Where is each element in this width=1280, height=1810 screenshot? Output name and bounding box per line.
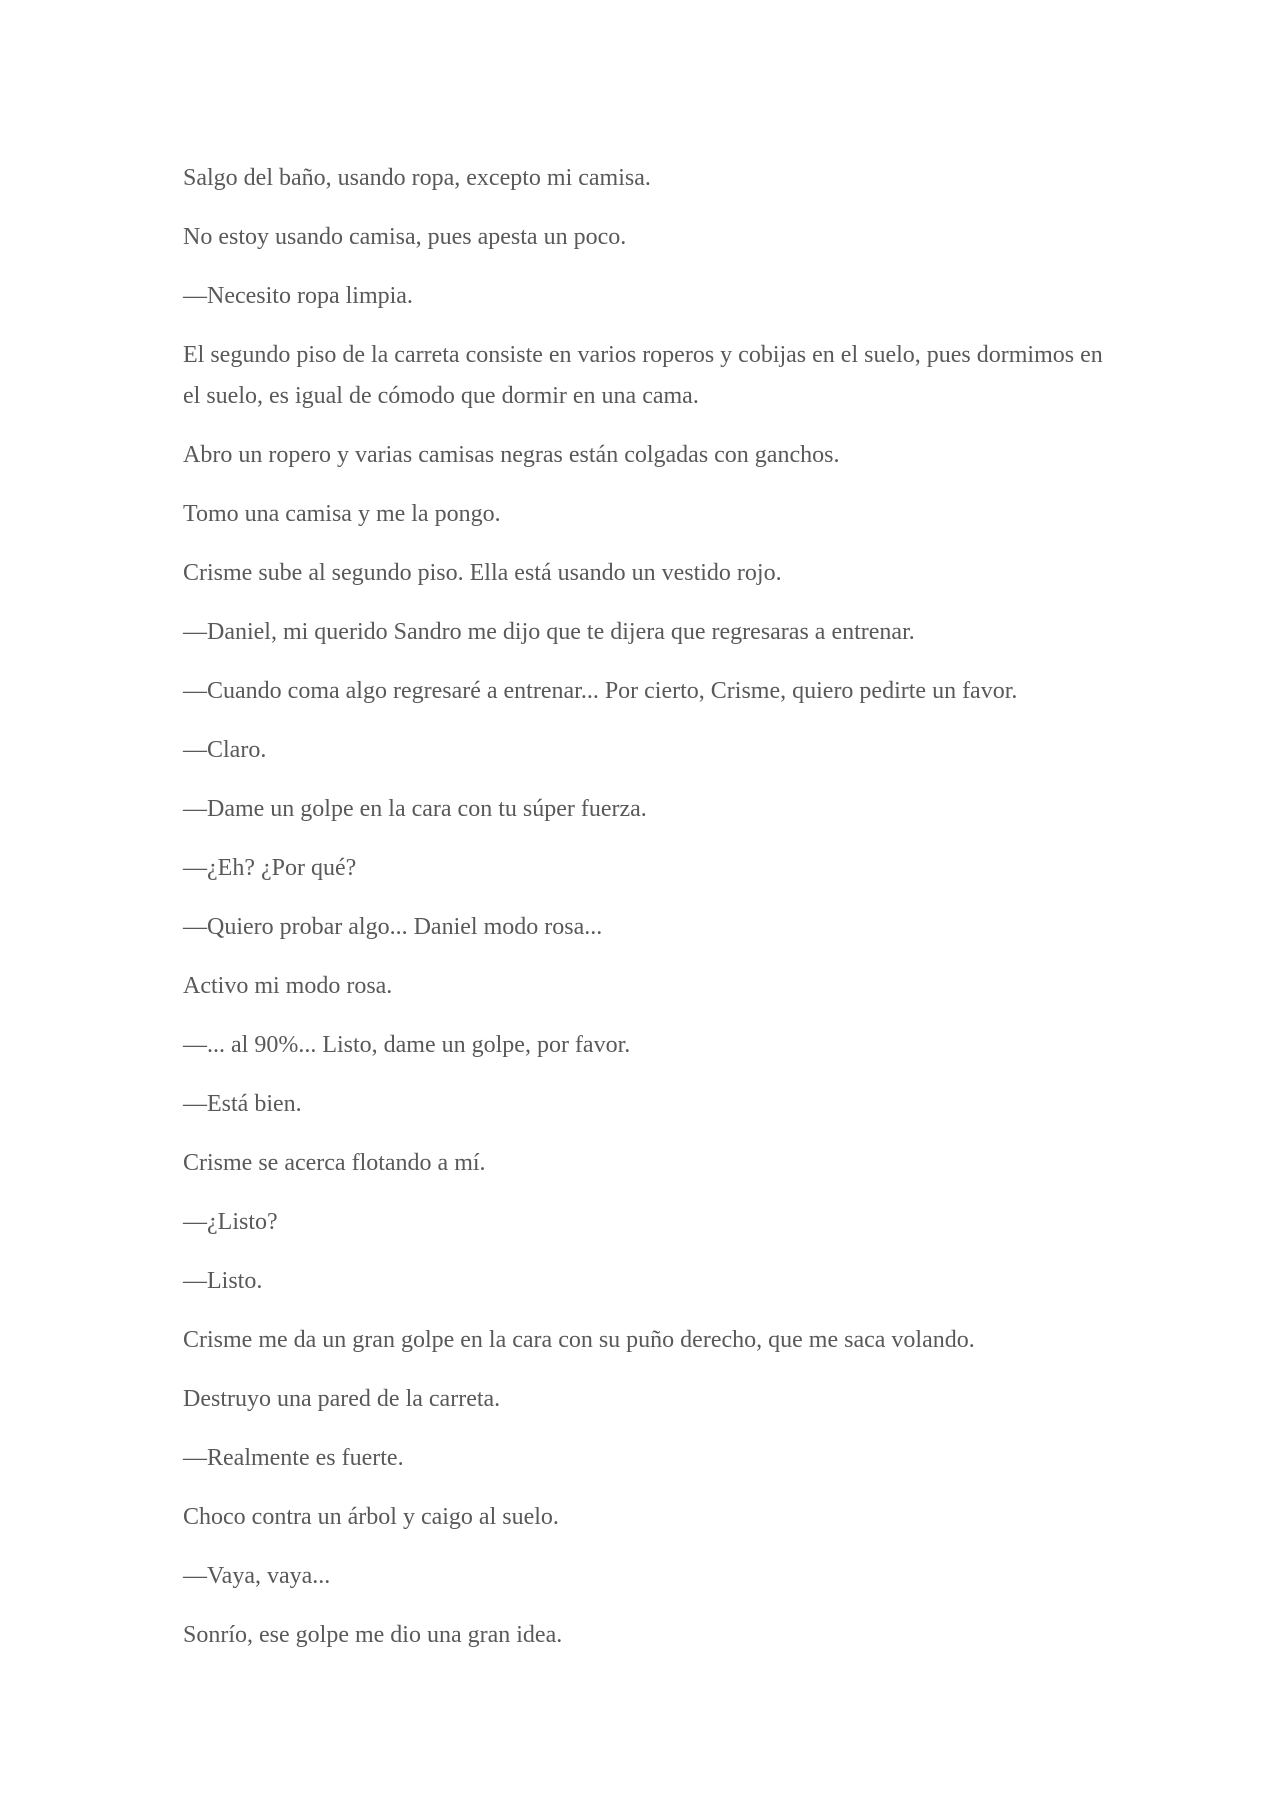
paragraph: —Listo. xyxy=(183,1268,263,1294)
paragraph: El segundo piso de la carreta consiste en varios roperos y cobijas en el suelo, pues dormimos en el suelo, es igual de cómodo que dormir en una cama. xyxy=(183,342,1103,409)
paragraph: —Cuando coma algo regresaré a entrenar... Por cierto, Crisme, quiero pedirte un favor. xyxy=(183,678,1018,704)
document-body xyxy=(183,158,1103,1674)
paragraph: —... al 90%... Listo, dame un golpe, por favor. xyxy=(183,1032,631,1058)
paragraph: —Vaya, vaya... xyxy=(183,1563,331,1589)
paragraph: Abro un ropero y varias camisas negras están colgadas con ganchos. xyxy=(183,442,840,468)
paragraph: Crisme sube al segundo piso. Ella está usando un vestido rojo. xyxy=(183,560,782,586)
paragraph: Crisme me da un gran golpe en la cara con su puño derecho, que me saca volando. xyxy=(183,1327,975,1353)
paragraph: —¿Listo? xyxy=(183,1209,278,1235)
paragraph: Activo mi modo rosa. xyxy=(183,973,393,999)
paragraph: —Quiero probar algo... Daniel modo rosa... xyxy=(183,914,603,940)
paragraph: —¿Eh? ¿Por qué? xyxy=(183,855,357,881)
paragraph: Destruyo una pared de la carreta. xyxy=(183,1386,501,1412)
paragraph: Choco contra un árbol y caigo al suelo. xyxy=(183,1504,559,1530)
paragraph: —Necesito ropa limpia. xyxy=(183,283,413,309)
paragraph: —Está bien. xyxy=(183,1091,302,1117)
paragraph: —Claro. xyxy=(183,737,267,763)
paragraph: —Realmente es fuerte. xyxy=(183,1445,404,1471)
paragraph: Crisme se acerca flotando a mí. xyxy=(183,1150,486,1176)
paragraph: No estoy usando camisa, pues apesta un poco. xyxy=(183,224,627,250)
paragraph: —Dame un golpe en la cara con tu súper fuerza. xyxy=(183,796,647,822)
paragraph: Tomo una camisa y me la pongo. xyxy=(183,501,501,527)
paragraph: Sonrío, ese golpe me dio una gran idea. xyxy=(183,1622,563,1648)
paragraph: Salgo del baño, usando ropa, excepto mi camisa. xyxy=(183,165,651,191)
paragraph: —Daniel, mi querido Sandro me dijo que te dijera que regresaras a entrenar. xyxy=(183,619,915,645)
